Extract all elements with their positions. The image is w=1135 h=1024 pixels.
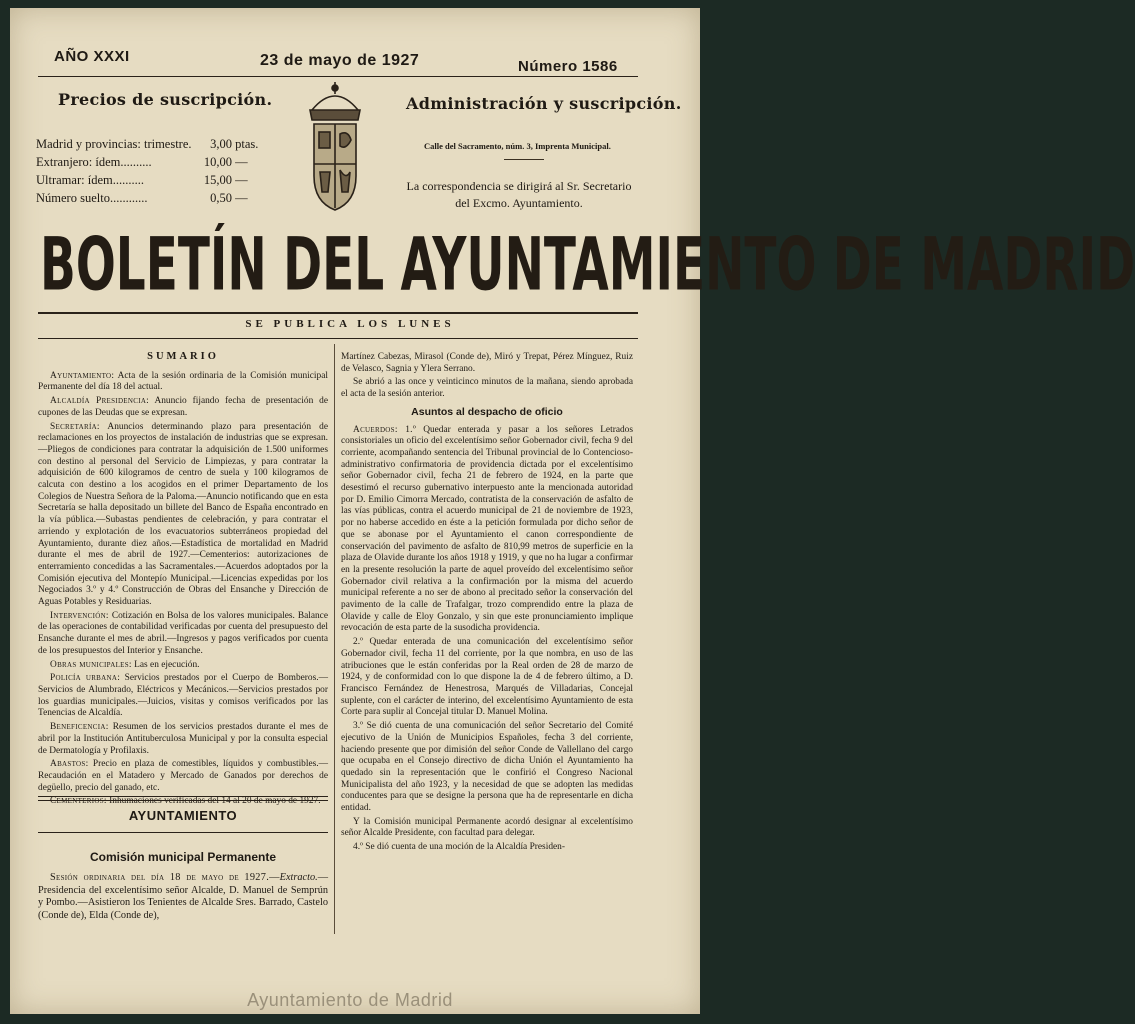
left-column: [38, 351, 328, 810]
list-item: Obras municipales: Las en ejecución.: [50, 659, 200, 670]
list-item: Alcaldía Presidencia: Anuncio fijando fecha de presentación de cupones de las Deudas que se expresan.: [38, 396, 328, 418]
masthead-subtitle: SE PUBLICA LOS LUNES: [245, 318, 455, 330]
opening-text: Se abrió a las once y veinticinco minutos de la mañana, siendo aprobada el acta de la sesión anterior.: [341, 377, 633, 400]
list-item: Abastos: Precio en plaza de comestibles, líquidos y combustibles.—Recaudación en el Matadero y Mercado de Ganados por derechos de degüello, precio del ganado, etc.: [38, 759, 328, 793]
section-rule: [38, 796, 328, 797]
list-item: Beneficencia: Resumen de los servicios prestados durante el mes de abril por la Institución Antituberculosa Municipal y por la consulta especial de Dermatología y Profilaxis.: [38, 722, 328, 756]
section-rule: [38, 832, 328, 833]
administration-address: Calle del Sacramento, núm. 3, Imprenta Municipal.: [424, 141, 611, 151]
correspondence-note: La correspondencia se dirigirá al Sr. Secretario del Excmo. Ayuntamiento.: [406, 179, 632, 210]
ayuntamiento-heading: AYUNTAMIENTO: [128, 808, 238, 823]
newspaper-page: [10, 8, 1135, 1014]
issue-number: Número 1586: [518, 58, 618, 75]
attendees-text: Martínez Cabezas, Mirasol (Conde de), Miró y Trepat, Pérez Mínguez, Ruiz de Velasco, Sagnia y Ylera Serrano.: [341, 352, 633, 374]
price-row: Número suelto............ 0,50 —: [36, 191, 248, 205]
list-item: Intervención: Cotización en Bolsa de los valores municipales. Balance de las operaciones de contabilidad verificadas por cuenta del presupuesto del Ensanche durante el mes de abril.—Ingresos y pagos verificados por cuenta de los presupuestos del Interior y Ensanche.: [38, 610, 329, 656]
list-item: 3.º Se dió cuenta de una comunicación del señor Secretario del Comité ejecutivo de la Unión de Municipios Españoles, fecha 3 del corriente, haciendo presente que por dimisión del señor Conde de Vallellano del cargo que ocupaba en el Consejo directivo de dicha Unión el Ayuntamiento ha quedado sin la representación que le confirió el Congreso Nacional Municipalista del año 1923, y la necesidad de que se adopten las medidas conducentes para que se designe la persona que ha de representarle en dicha entidad.: [341, 721, 634, 814]
list-item: 4.º Se dió cuenta de una moción de la Alcaldía Presiden-: [353, 842, 565, 853]
list-item: Policía urbana: Servicios prestados por el Cuerpo de Bomberos.—Servicios de Alumbrado, Eléctricos y Mecánicos.—Servicios prestados por los guardias municipales.—Juicios, visitas y comisos verificados por las Tenencias de Alcaldía.: [38, 673, 328, 719]
list-item: Y la Comisión municipal Permanente acordó designar al excelentísimo señor Alcalde Presidente, con facultad para delegar.: [341, 816, 633, 839]
column-divider: [334, 344, 335, 934]
price-row: Extranjero: ídem.......... 10,00 —: [36, 155, 248, 169]
right-column: [341, 352, 633, 856]
commission-heading: Comisión municipal Permanente: [89, 850, 277, 864]
sumario-heading: SUMARIO: [147, 351, 219, 362]
issue-date: 23 de mayo de 1927: [260, 52, 420, 69]
session-paragraph: Sesión ordinaria del día 18 de mayo de 1927.—Extracto.—Presidencia del excelentísimo señor Alcalde, D. Manuel de Semprún y Pombo.—Asistieron los Tenientes de Alcalde Sres. Barrado, Castelo (Conde de), Elda (Conde de),: [38, 872, 328, 921]
list-item: Cementerios: Inhumaciones verificadas del 14 al 20 de mayo de 1927.: [50, 796, 321, 807]
watermark: Ayuntamiento de Madrid: [247, 990, 453, 1010]
price-table: [36, 135, 286, 207]
header-rule: [38, 76, 638, 77]
list-item: Ayuntamiento: Acta de la sesión ordinaria de la Comisión municipal Permanente del día 18 del actual.: [38, 370, 328, 393]
divider: [504, 159, 544, 160]
year-label: AÑO XXXI: [54, 48, 130, 65]
administration-title: Administración y suscripción.: [406, 94, 682, 113]
masthead-title: BOLETÍN DEL AYUNTAMIENTO DE MADRID: [40, 223, 1135, 309]
asuntos-heading: Asuntos al despacho de oficio: [411, 405, 563, 418]
list-item: Secretaría: Anuncios determinando plazo para presentación de reclamaciones en los proyectos de instalación de industrias que se expresan.—Pliegos de condiciones para contratar la adquisición de 1.500 uniformes con destino al personal del Servicio de Limpiezas, y para contratar la adquisición de 600 kilogramos de centro de suela y 100 kilogramos de calcuta con destino a los acogidos en el primer Departamento de los Colegios de Nuestra Señora de la Paloma.—Anuncio notificando que en esta Secretaría se halla depositado un billete del Banco de España encontrado en la vía pública.—Subastas pendientes de celebración, y para contratar el arriendo y explotación de los evacuatorios subterráneos propiedad del Ayuntamiento, durante diez años.—Estadística de mortalidad en Madrid durante el mes de abril de 1927.—Cementerios: autorizaciones de enterramiento concedidas a las Sacramentales.—Acuerdos adoptados por la Comisión ejecutiva del Montepío Municipal.—Licencias expedidas por los Negociados 3.º y 4.º Construcción de Obras del Ensanche y Dirección de Aguas Potables y Residuarias.: [38, 421, 328, 608]
price-row: Ultramar: ídem.......... 15,00 —: [36, 173, 248, 187]
masthead-rule: [38, 312, 638, 314]
subtitle-rule: [38, 338, 638, 339]
list-item: 2.º Quedar enterada de una comunicación del excelentísimo señor Gobernador civil, fecha 11 del corriente, por la que nombra, en uso de las atribuciones que le están conferidas por la Real orden de 28 de marzo de 1924, y de conformidad con lo que dispone la de 4 de febrero último, a D. Francisco Fernández de Henestrosa, Marqués de Villadarias, Concejal suplente, con el carácter de interino, del excelentísimo Ayuntamiento de esta Corte para suplir al Concejal titular D. Manuel Molina.: [341, 637, 634, 718]
price-row: Madrid y provincias: trimestre. 3,00 ptas.: [36, 137, 259, 151]
section-rule: [38, 800, 328, 801]
coat-of-arms-icon: [300, 80, 370, 220]
subscription-title: Precios de suscripción.: [58, 90, 273, 109]
list-item: Acuerdos: 1.º Quedar enterada y pasar a los señores Letrados consistoriales un oficio del excelentísimo señor Gobernador civil, fecha 9 del corriente, acompañando sentencia del Tribunal provincial de lo Contencioso-administrativo confirmatoria de providencia dictada por el excelentísimo señor Gobernador civil, fecha 21 de febrero de 1924, en la parte que desestimó el recurso gubernativo interpuesto ante la mencionada autoridad por D. Emilio Cimorra Mercado, contratista de la conservación de asfalto de las vías públicas, contra el acuerdo municipal de 21 de noviembre de 1923, por no haberse accedido en éste a la petición formulada por dicho señor de que se abonase por el Ayuntamiento el canon correspondiente de conservación del pavimento de asfalto de 810,99 metros de superficie en la plaza de Olavide durante los años 1918 y 1919, y que no ha lugar a confirmar en la presente resolución la parte de aquel proveído del excelentísimo señor Gobernador civil relativa a la confirmación por la misma del acuerdo municipal referente a no ser de abono al precitado señor la conservación del pavimento de la calle de Trafalgar, trozo comprendido entre la plaza de Olavide y calle de Eloy Gonzalo, y sin que este pronunciamiento implique revocación de esta parte de la susodicha providencia.: [341, 424, 634, 634]
